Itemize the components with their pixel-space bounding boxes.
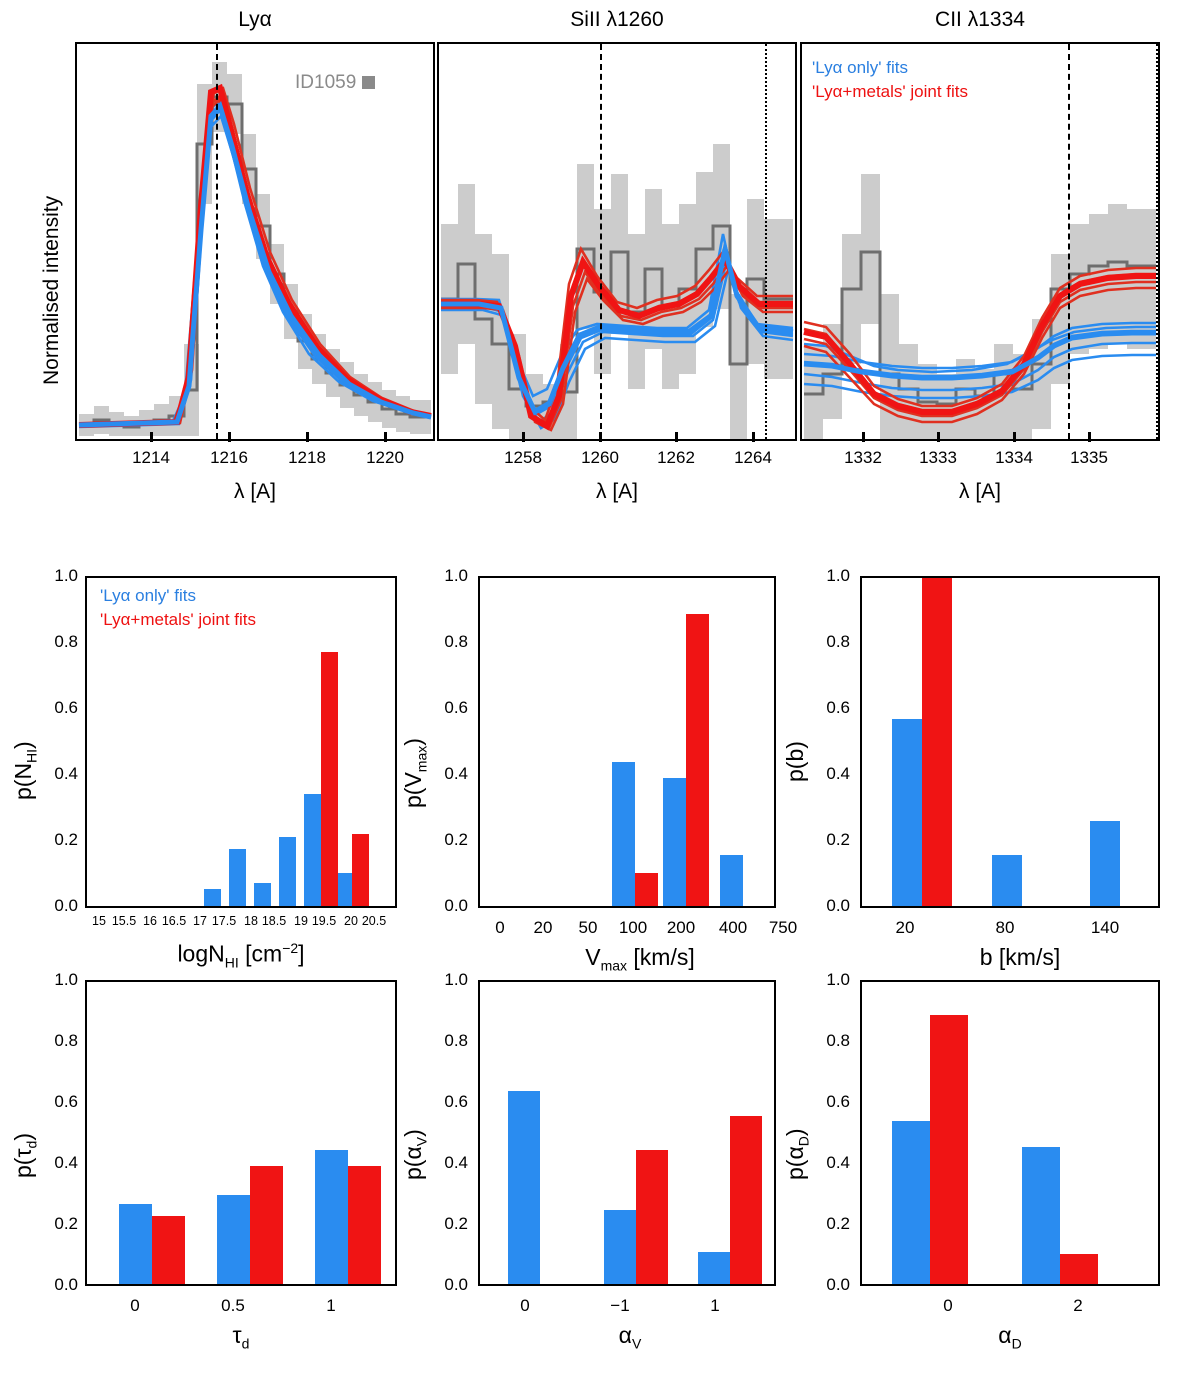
xtick-label: 0.5 (221, 1296, 245, 1315)
bar-red (152, 1216, 185, 1284)
ytick-label: 0.2 (444, 1214, 468, 1233)
bar-blue (892, 719, 922, 906)
bar-blue (663, 778, 686, 906)
xtick-label: 0 (520, 1296, 530, 1315)
xtick-label: 0 (130, 1296, 140, 1315)
tick (937, 432, 940, 442)
bar-blue (304, 794, 321, 906)
ytick-label: 0.2 (444, 830, 468, 849)
xtick-label: 100 (618, 918, 648, 937)
lya-rest-wavelength-line (216, 44, 218, 439)
tick (1013, 432, 1016, 442)
legend-lya-only-top: 'Lyα only' fits (812, 58, 908, 77)
ytick-label: 0.6 (826, 698, 850, 717)
tick (384, 432, 387, 442)
yaxis-label-b: p(b) (782, 741, 808, 782)
bar-red (930, 1015, 968, 1284)
tick (306, 432, 309, 442)
xtick-label: 20.5 (361, 914, 387, 928)
xtick-label: 1258 (504, 448, 542, 467)
bar-red (686, 614, 709, 906)
tick (150, 432, 153, 442)
xtick-label: 50 (578, 918, 598, 937)
bar-blue (508, 1091, 540, 1284)
bar-blue (1022, 1147, 1060, 1284)
hist-panel-taud (85, 980, 397, 1286)
ytick-label: 1.0 (54, 970, 78, 989)
spectrum-plot-cii (802, 44, 1158, 439)
xaxis-label-taud: $\tau_d$ (232, 1322, 250, 1352)
xtick-label: 15.5 (111, 914, 137, 928)
bar-blue (720, 855, 743, 906)
bar-blue (698, 1252, 730, 1284)
bar-blue (119, 1204, 152, 1284)
bar-red (352, 834, 369, 906)
ytick-label: 1.0 (444, 566, 468, 585)
xtick-label: 0 (495, 918, 505, 937)
yaxis-label-spectra: Normalised intensity (40, 195, 63, 385)
bar-blue (612, 762, 635, 906)
xtick-label: 1 (326, 1296, 336, 1315)
ytick-label: 0.8 (826, 1031, 850, 1050)
ytick-label: 0.6 (54, 1092, 78, 1111)
spectrum-plot-siii (439, 44, 795, 439)
xaxis-label-vmax: $V_{max}$ [km/s] (585, 944, 695, 974)
xtick-label: 1214 (132, 448, 170, 467)
xtick-label: 1 (710, 1296, 720, 1315)
xtick-label: 400 (718, 918, 748, 937)
xtick-label: 200 (666, 918, 696, 937)
ytick-label: 0.4 (826, 1153, 850, 1172)
bar-blue (229, 849, 246, 906)
ytick-label: 0.0 (444, 1275, 468, 1294)
bar-blue (604, 1210, 636, 1284)
ytick-label: 0.2 (826, 830, 850, 849)
hist-panel-vmax (478, 576, 776, 908)
ytick-label: 0.4 (54, 764, 78, 783)
yaxis-label-alphav: $p(\alpha_V)$ (400, 1129, 430, 1180)
ytick-label: 0.0 (444, 896, 468, 915)
xtick-label: 15 (92, 914, 106, 928)
bar-blue (204, 889, 221, 906)
xaxis-label-siii: λ [A] (595, 480, 638, 503)
tick (228, 432, 231, 442)
yaxis-label-alphad: $p(\alpha_D)$ (782, 1128, 812, 1180)
legend-joint-top: 'Lyα+metals' joint fits (812, 82, 968, 101)
xtick-label: 17.5 (211, 914, 237, 928)
yaxis-label-taud: $p(\tau_d)$ (10, 1132, 40, 1178)
tick (862, 432, 865, 442)
xtick-label: 20 (344, 914, 358, 928)
bar-red (348, 1166, 381, 1284)
xtick-label: 1264 (734, 448, 772, 467)
ytick-label: 0.6 (444, 1092, 468, 1111)
siii-rest-wavelength-line (600, 44, 602, 439)
xtick-label: 1260 (581, 448, 619, 467)
ytick-label: 0.2 (54, 830, 78, 849)
xtick-label: 750 (768, 918, 798, 937)
ytick-label: 0.4 (444, 764, 468, 783)
bar-red (922, 578, 952, 906)
bar-blue (315, 1150, 348, 1284)
bar-red (321, 652, 338, 906)
spectrum-panel-lya (75, 42, 435, 441)
ytick-label: 0.0 (826, 1275, 850, 1294)
xaxis-label-cii: λ [A] (958, 480, 1001, 503)
xaxis-label-alphad: $\alpha_D$ (998, 1322, 1022, 1352)
xtick-label: 80 (995, 918, 1015, 937)
tick (675, 432, 678, 442)
legend-lya-only-hist: 'Lyα only' fits (100, 586, 196, 605)
xtick-label: 19 (294, 914, 308, 928)
bar-blue (217, 1195, 250, 1284)
xtick-label: 1220 (366, 448, 404, 467)
hist-panel-alphav (478, 980, 776, 1286)
xtick-label: 20 (895, 918, 915, 937)
xtick-label: 1216 (210, 448, 248, 467)
ytick-label: 0.6 (54, 698, 78, 717)
xtick-label: −1 (610, 1296, 630, 1315)
bar-blue (992, 855, 1022, 906)
xtick-label: 16 (143, 914, 157, 928)
xaxis-label-lya: λ [A] (233, 480, 276, 503)
siii-secondary-line (765, 44, 767, 439)
bar-red (1060, 1254, 1098, 1284)
tick (1088, 432, 1091, 442)
bar-blue (1090, 821, 1120, 906)
xtick-label: 19.5 (311, 914, 337, 928)
xtick-label: 1335 (1070, 448, 1108, 467)
xtick-label: 17 (193, 914, 207, 928)
ytick-label: 0.6 (444, 698, 468, 717)
yaxis-label-nhi: $p(N_{HI})$ (10, 741, 40, 800)
ytick-label: 0.0 (826, 896, 850, 915)
ytick-label: 0.8 (444, 1031, 468, 1050)
hist-panel-b (860, 576, 1160, 908)
ytick-label: 1.0 (54, 566, 78, 585)
bar-red (250, 1166, 283, 1284)
xtick-label: 2 (1073, 1296, 1083, 1315)
tick (599, 432, 602, 442)
bar-blue (254, 883, 271, 906)
ytick-label: 0.4 (826, 764, 850, 783)
yaxis-label-vmax: $p(V_{max})$ (400, 738, 430, 808)
ytick-label: 0.8 (54, 1031, 78, 1050)
ytick-label: 0.6 (826, 1092, 850, 1111)
xtick-label: 0 (943, 1296, 953, 1315)
cii-rest-wavelength-line (1068, 44, 1070, 439)
xaxis-label-nhi: logN$_{HI}$ $[cm^{-2}]$ (177, 940, 305, 971)
spectrum-title-lya: Lyα (238, 8, 272, 31)
ytick-label: 0.2 (54, 1214, 78, 1233)
xtick-label: 18.5 (261, 914, 287, 928)
xtick-label: 1262 (657, 448, 695, 467)
bar-red (636, 1150, 668, 1284)
ytick-label: 0.8 (826, 632, 850, 651)
legend-joint-hist: 'Lyα+metals' joint fits (100, 610, 256, 629)
xtick-label: 140 (1090, 918, 1120, 937)
tick (522, 432, 525, 442)
xtick-label: 1334 (995, 448, 1033, 467)
xaxis-label-b: b [km/s] (979, 944, 1061, 970)
xtick-label: 1333 (919, 448, 957, 467)
bar-blue (892, 1121, 930, 1284)
bar-red (635, 873, 658, 906)
xaxis-label-alphav: $\alpha_V$ (618, 1322, 642, 1352)
xtick-label: 1218 (288, 448, 326, 467)
legend-square-marker (362, 76, 375, 89)
ytick-label: 0.2 (826, 1214, 850, 1233)
cii-secondary-line (1156, 44, 1158, 439)
xtick-label: 20 (533, 918, 553, 937)
ytick-label: 0.4 (54, 1153, 78, 1172)
ytick-label: 1.0 (826, 566, 850, 585)
bar-red (730, 1116, 762, 1284)
hist-panel-alphad (860, 980, 1160, 1286)
ytick-label: 1.0 (444, 970, 468, 989)
ytick-label: 0.4 (444, 1153, 468, 1172)
ytick-label: 0.8 (54, 632, 78, 651)
spectrum-panel-siii (437, 42, 797, 441)
ytick-label: 0.8 (444, 632, 468, 651)
xtick-label: 1332 (844, 448, 882, 467)
ytick-label: 1.0 (826, 970, 850, 989)
tick (752, 432, 755, 442)
xtick-label: 16.5 (161, 914, 187, 928)
spectrum-title-cii: CII λ1334 (935, 8, 1025, 31)
xtick-label: 18 (244, 914, 258, 928)
ytick-label: 0.0 (54, 896, 78, 915)
spectrum-legend-objectid: ID1059 (295, 72, 375, 94)
spectrum-title-siii: SiII λ1260 (570, 8, 664, 31)
ytick-label: 0.0 (54, 1275, 78, 1294)
spectrum-plot-lya (77, 44, 433, 439)
bar-blue (279, 837, 296, 906)
